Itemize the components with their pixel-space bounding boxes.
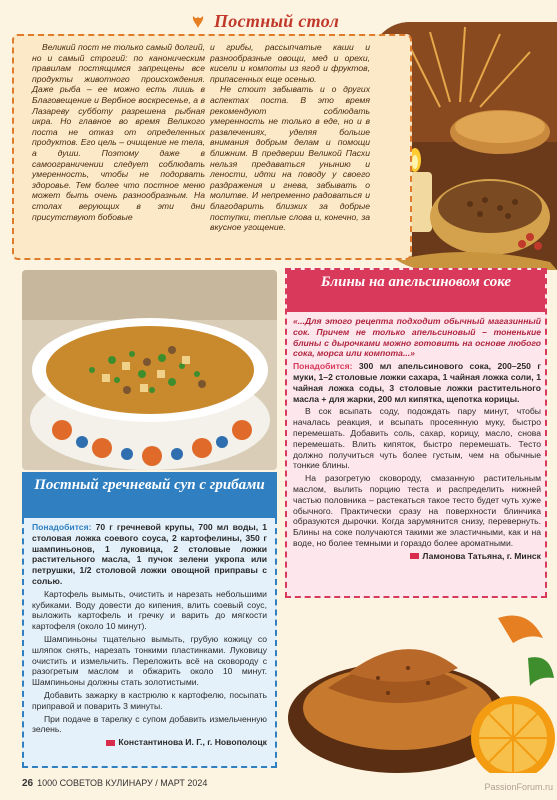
author-name: Константинова И. Г., г. Новополоцк <box>118 737 267 748</box>
ingredients-label: Понадобится: <box>293 361 353 372</box>
blini-step: На разогретую сковороду, смазанную растительным маслом, вылить порцию теста и распределить нижней частью половника – растекаться такое тесто будет чуть хуже обычного. Практически сразу на поверхности блинчика образуются дырочки. Когда зарумянится снизу, перевернуть. Блины на соке получаются такими же эластичными, как и на воде, но более темными и гораздо более ароматными. <box>293 473 541 548</box>
intro-box <box>12 34 412 260</box>
soup-step: Шампиньоны тщательно вымыть, грубую кожицу со шляпок снять, нарезать тонкими пластинками. Луковицу очистить и измельчить. Переложить всё на сковороду с разогретым маслом и обжарить около 10 минут. Шампиньоны должны стать золотистыми. <box>32 633 267 688</box>
blini-intro: «...Для этого рецепта подходит обычный магазинный сок. Причем не только апельсиновый – тоненькие блины с дырочками можно готовить на основе любого сока, морса или компота...» <box>293 316 541 359</box>
magazine-name: 1000 СОВЕТОВ КУЛИНАРУ / МАРТ 2024 <box>37 778 208 788</box>
tulip-icon <box>190 13 206 29</box>
ingredients-text: 70 г гречневой крупы, 700 мл воды, 1 столовая ложка соевого соуса, 2 картофелины, 350 г шампиньонов, 1 луковица, 2 столовые ложки растительного масла, 1 пучок зелени укропа или петрушки, 1/2 столовой ложки овощной приправы с солью. <box>32 522 268 586</box>
soup-recipe-body <box>22 518 277 768</box>
author-name: Ламонова Татьяна, г. Минск <box>422 550 541 561</box>
blini-recipe-box <box>285 268 547 598</box>
envelope-icon <box>106 740 115 746</box>
blini-recipe-body <box>293 316 541 562</box>
soup-photo <box>22 270 277 470</box>
soup-step: Картофель вымыть, очистить и нарезать небольшими кубиками. Воду довести до кипения, влить соевый соус, выложить картофель и гречку и варить до мягкости картофеля (около 10 минут). <box>32 588 267 632</box>
blini-ingredients <box>293 361 541 404</box>
soup-step: При подаче в тарелку с супом добавить измельченную зелень. <box>32 713 267 735</box>
intro-paragraph: Великий пост не только самый долгий, но и самый строгий: по каноническим правилам постящимся запрещены все продукты животного происхождения. Даже рыба – ее можно есть лишь в Благовещение и Вербное воскресенье, а в Лазареву субботу разрешена рыбная икра. Но главное во время Великого поста не отказ от определенных продуктов. Его цель – очищение не тела, а души. Поэтому даже в самоограничении следует соблюдать умеренность, чтобы не подорвать здоровье. Тем более что постное меню может быть очень разнообразным. На столах верующих в эти дни присутствуют бобовые <box>32 42 205 222</box>
intro-column-2 <box>210 42 370 233</box>
watermark: PassionForum.ru <box>484 782 553 792</box>
blini-step: В сок всыпать соду, подождать пару минут, чтобы началась реакция, и всыпать просеянную муку, быстро перемешать. Добавить соль, сахар, корицу, масло, снова перемешать. Влить кипяток, быстро перемешать. Тесто должно получиться чуть более густым, чем на обычные тонкие блины. <box>293 406 541 471</box>
blini-author <box>293 551 541 562</box>
page-number: 26 <box>22 778 34 789</box>
soup-author <box>32 737 267 748</box>
soup-recipe-title: Постный гречневый суп с грибами <box>22 472 277 518</box>
intro-paragraph: Не стоит забывать и о других аспектах поста. В это время рекомендуют соблюдать умеренность не только в еде, но и в развлечениях, уделяя больше внимания добрым делам и помощи ближним. В предверии Великой Пасхи нельзя предаваться унынию и лености, идти на поводу у своего раздражения и гнева, забывать о молитве. И непременно радоваться и благодарить близких за добрые поступки, теплые слова и, конечно, за вкусное угощение. <box>210 84 370 233</box>
blini-recipe-title: Блины на апельсиновом соке <box>287 270 545 312</box>
intro-column-1 <box>32 42 205 222</box>
ingredients-label: Понадобится: <box>32 522 92 532</box>
section-header <box>190 8 390 34</box>
envelope-icon <box>410 553 419 559</box>
page-footer <box>22 778 207 789</box>
pancakes-photo <box>288 598 557 773</box>
section-title: Постный стол <box>214 10 340 31</box>
ingredients-text: 300 мл апельсинового сока, 200–250 г муки, 1–2 столовые ложки сахара, 1 чайная ложка соли, 1 чайная ложка соды, 3 столовые ложки растительного масла + для жарки, 200 мл кипятка, щепотка корицы. <box>293 361 541 404</box>
intro-paragraph: и грибы, рассыпчатые каши и разнообразные овощи, мед и орехи, кисели и компоты из ягод и фруктов, припасенных еще осенью. <box>210 42 370 84</box>
soup-step: Добавить зажарку в кастрюлю к картофелю, посыпать приправой и поварить 3 минуты. <box>32 689 267 711</box>
soup-ingredients <box>32 522 267 587</box>
